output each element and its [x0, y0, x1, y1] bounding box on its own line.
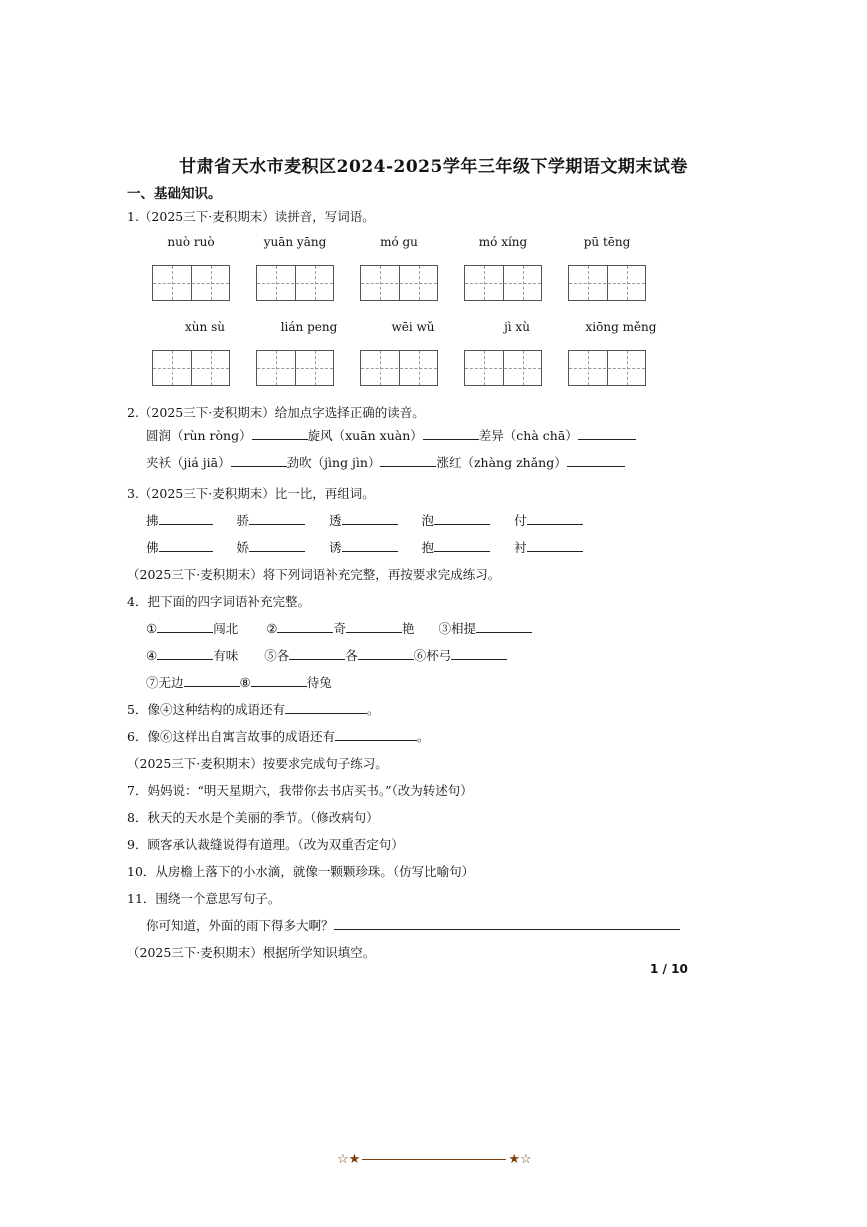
item-number: ④: [146, 648, 158, 663]
answer-blank[interactable]: [157, 646, 213, 660]
footer-decoration: [337, 1152, 532, 1167]
answer-blank[interactable]: [157, 619, 213, 633]
q4-row-1: [146, 619, 532, 637]
page-title: 甘肃省天水市麦积区2024-2025学年三年级下学期语文期末试卷: [179, 157, 688, 177]
q2-item: 涨红（zhàng zhǎng）: [436, 455, 567, 470]
char: 拂: [146, 513, 159, 528]
char: 透: [329, 513, 342, 528]
question-5: [127, 700, 379, 718]
q2-item: 旋风（xuān xuàn）: [307, 428, 423, 443]
section-heading: 一、基础知识。: [127, 186, 222, 202]
question-6: [127, 727, 429, 745]
word-part: 各: [345, 648, 358, 663]
writing-grid[interactable]: [152, 350, 230, 386]
writing-grid[interactable]: [152, 265, 230, 301]
q2-row-1: [146, 426, 636, 444]
question-1: 1.（2025三下·麦积期末）读拼音，写词语。: [127, 209, 375, 224]
question-11: 11．围绕一个意思写句子。: [127, 891, 281, 906]
pinyin-label: xiōng měng: [585, 320, 657, 334]
word-part: 有味: [213, 648, 239, 663]
answer-blank[interactable]: [249, 511, 305, 525]
char: 佛: [146, 540, 159, 555]
star-icon: ☆★: [337, 1152, 361, 1167]
pinyin-label: jì xù: [504, 320, 530, 334]
star-icon: ★☆: [508, 1152, 532, 1167]
char: 付: [514, 513, 527, 528]
pinyin-label: yuān yāng: [263, 235, 327, 249]
q4-row-3: [146, 673, 332, 691]
answer-blank[interactable]: [335, 727, 417, 741]
answer-blank[interactable]: [423, 426, 479, 440]
item-number: ②: [266, 621, 278, 636]
item-number: ①: [146, 621, 158, 636]
question-3: 3.（2025三下·麦积期末）比一比，再组词。: [127, 486, 375, 501]
word-part: ⑤各: [264, 648, 290, 663]
q11-sentence: [146, 916, 680, 934]
question-8: 8．秋天的天水是个美丽的季节。（修改病句）: [127, 810, 379, 825]
pinyin-label: nuò ruò: [167, 235, 215, 249]
q2-item: 差异（chà chā）: [478, 428, 578, 443]
word-part: 艳: [401, 621, 415, 636]
pinyin-label: mó xíng: [478, 235, 528, 249]
q3-row-2: [146, 538, 583, 556]
char: 衬: [514, 540, 527, 555]
answer-blank[interactable]: [277, 619, 333, 633]
q2-item: 圆润（rùn ròng）: [146, 428, 252, 443]
writing-grid[interactable]: [464, 350, 542, 386]
answer-blank[interactable]: [184, 673, 240, 687]
answer-blank[interactable]: [231, 453, 287, 467]
char: 泡: [421, 513, 435, 528]
answer-blank[interactable]: [434, 538, 490, 552]
page-number: 1 / 10: [650, 962, 688, 976]
char: 诱: [329, 540, 342, 555]
q2-item: 夹袄（jiá jiā）: [146, 455, 231, 470]
answer-blank[interactable]: [342, 511, 398, 525]
answer-blank[interactable]: [346, 619, 402, 633]
group-intro: （2025三下·麦积期末）根据所学知识填空。: [127, 945, 376, 960]
char: 娇: [236, 540, 250, 555]
question-9: 9．顾客承认裁缝说得有道理。（改为双重否定句）: [127, 837, 404, 852]
pinyin-label: pū tēng: [583, 235, 631, 249]
pinyin-label: lián peng: [280, 320, 338, 334]
group-intro: （2025三下·麦积期末）按要求完成句子练习。: [127, 756, 388, 771]
q11-prompt: 你可知道，外面的雨下得多大啊？: [146, 918, 334, 933]
char: 骄: [236, 513, 250, 528]
answer-blank[interactable]: [527, 538, 583, 552]
answer-blank[interactable]: [159, 511, 213, 525]
q5-end: 。: [366, 702, 380, 717]
q6-end: 。: [416, 729, 430, 744]
q2-row-2: [146, 453, 625, 471]
answer-blank[interactable]: [434, 511, 490, 525]
q4-row-2: [146, 646, 507, 664]
writing-grid[interactable]: [464, 265, 542, 301]
answer-blank[interactable]: [567, 453, 625, 467]
word-part: ⑦无边: [146, 675, 184, 690]
writing-grid[interactable]: [360, 265, 438, 301]
item-number: ⑧: [239, 675, 251, 690]
pinyin-label: mó gu: [380, 235, 418, 249]
group-intro: （2025三下·麦积期末）将下列词语补充完整，再按要求完成练习。: [127, 567, 501, 582]
q2-item: 劲吹（jìng jìn）: [286, 455, 381, 470]
answer-blank[interactable]: [249, 538, 305, 552]
answer-blank[interactable]: [527, 511, 583, 525]
answer-blank[interactable]: [252, 426, 308, 440]
answer-blank[interactable]: [251, 673, 307, 687]
writing-grid[interactable]: [256, 350, 334, 386]
answer-blank[interactable]: [334, 916, 680, 930]
answer-blank[interactable]: [380, 453, 436, 467]
word-part: 奇: [333, 621, 346, 636]
pinyin-label: xùn sù: [185, 320, 225, 334]
word-part: 闯北: [213, 621, 239, 636]
question-2: 2.（2025三下·麦积期末）给加点字选择正确的读音。: [127, 405, 425, 420]
answer-blank[interactable]: [342, 538, 398, 552]
question-7: 7．妈妈说：“明天星期六，我带你去书店买书。”（改为转述句）: [127, 783, 473, 798]
answer-blank[interactable]: [289, 646, 345, 660]
q3-row-1: [146, 511, 583, 529]
answer-blank[interactable]: [476, 619, 532, 633]
q6-text: 6．像⑥这样出自寓言故事的成语还有: [127, 729, 335, 744]
writing-grid[interactable]: [360, 350, 438, 386]
char: 抱: [421, 540, 435, 555]
answer-blank[interactable]: [358, 646, 414, 660]
q5-text: 5．像④这种结构的成语还有: [127, 702, 285, 717]
writing-grid[interactable]: [568, 350, 646, 386]
question-10: 10．从房檐上落下的小水滴，就像一颗颗珍珠。（仿写比喻句）: [127, 864, 475, 879]
word-part: ⑥杯弓: [413, 648, 452, 663]
answer-blank[interactable]: [451, 646, 507, 660]
question-4: 4．把下面的四字词语补充完整。: [127, 594, 310, 609]
answer-blank[interactable]: [159, 538, 213, 552]
answer-blank[interactable]: [578, 426, 636, 440]
word-part: 待兔: [306, 675, 332, 690]
writing-grid[interactable]: [568, 265, 646, 301]
pinyin-label: wēi wǔ: [391, 320, 435, 334]
answer-blank[interactable]: [285, 700, 367, 714]
word-part: ③相提: [438, 621, 476, 636]
writing-grid[interactable]: [256, 265, 334, 301]
